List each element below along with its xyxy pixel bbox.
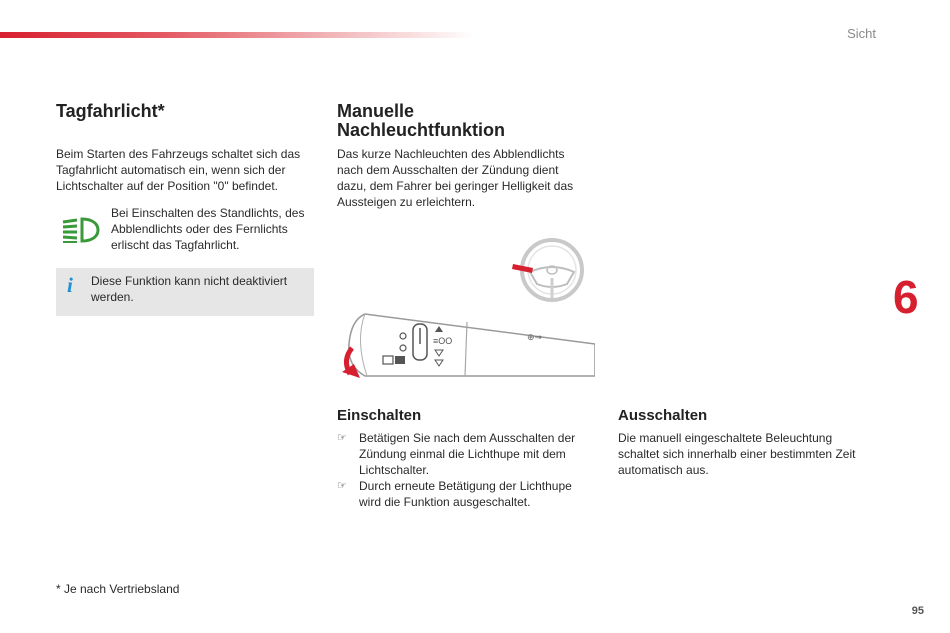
info-icon: i [67,273,73,297]
page-number: 95 [911,605,924,617]
high-beam-indicator-icon [60,216,100,244]
svg-text:≡OO: ≡OO [433,336,453,346]
text-line: Bei Einschalten des Standlichts, des [111,206,305,220]
text-line: Beim Starten des Fahrzeugs schaltet sich das [56,147,301,161]
pointing-hand-icon: ☞ [337,432,347,444]
svg-text:⊕⇒: ⊕⇒ [527,332,543,342]
einschalten-list [337,430,595,510]
list-item [337,478,595,510]
light-stalk-icon [337,310,595,382]
text-line: Die manuell eingeschaltete Beleuchtung [618,431,833,445]
header-accent-bar [0,32,475,38]
tagfahrlicht-intro [56,146,326,194]
info-text [91,273,306,305]
heading-tagfahrlicht: Tagfahrlicht* [56,101,165,121]
chapter-number: 6 [893,271,919,323]
text-line: Durch erneute Betätigung der Lichthupe [359,479,572,493]
text-line: wird die Funktion ausgeschaltet. [359,495,531,509]
heading-nachleuchtfunktion [337,102,505,140]
text-line: automatisch aus. [618,463,709,477]
text-line: Tagfahrlicht automatisch ein, wenn sich der [56,163,286,177]
footnote: * Je nach Vertriebsland [56,582,180,596]
text-line: Aussteigen zu erleichtern. [337,195,476,209]
text-line: Diese Funktion kann nicht deaktiviert [91,274,288,288]
ausschalten-text [618,430,878,478]
curved-arrow-icon [338,346,368,382]
heading-einschalten: Einschalten [337,407,422,424]
list-item [337,430,595,478]
text-line: schaltet sich innerhalb einer bestimmten Zeit [618,447,856,461]
text-line: dazu, dem Fahrer bei geringer Helligkeit das [337,179,574,193]
heading-ausschalten: Ausschalten [618,407,708,424]
section-label: Sicht [847,26,876,41]
text-line: Lichtschalter. [359,463,430,477]
text-line: nach dem Ausschalten der Zündung dient [337,163,559,177]
text-line: Lichtschalter auf der Position "0" befindet. [56,179,278,193]
text-line: werden. [91,290,134,304]
steering-wheel-icon [505,234,585,308]
nachleucht-intro [337,146,587,210]
text-line: Das kurze Nachleuchten des Abblendlichts [337,147,565,161]
pointing-hand-icon: ☞ [337,480,347,492]
text-line: Betätigen Sie nach dem Ausschalten der [359,431,576,445]
icon-note [111,205,321,253]
heading-line: Manuelle [337,101,415,121]
text-line: Abblendlichts oder des Fernlichts [111,222,288,236]
text-line: erlischt das Tagfahrlicht. [111,238,240,252]
text-line: Zündung einmal die Lichthupe mit dem [359,447,566,461]
heading-line: Nachleuchtfunktion [337,120,506,140]
